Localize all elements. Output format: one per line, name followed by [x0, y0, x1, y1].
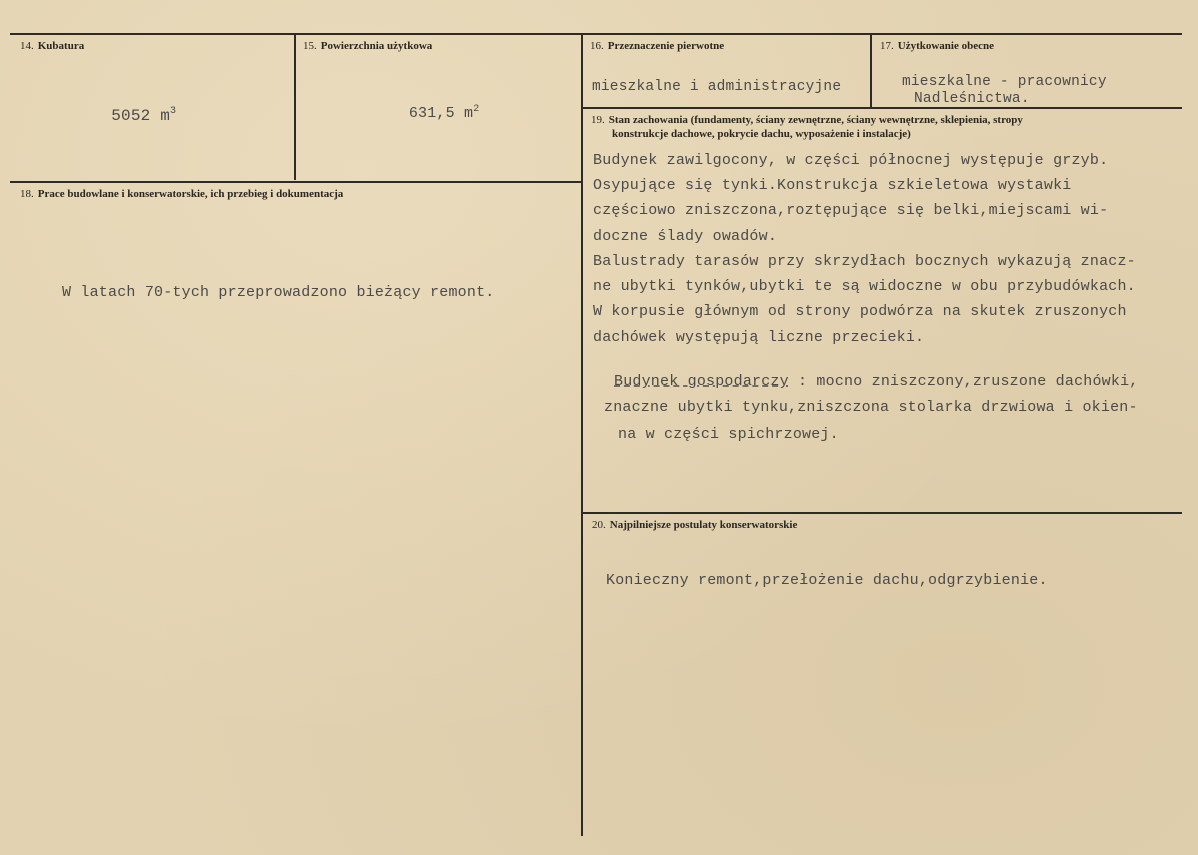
divider-left-18: [10, 181, 582, 183]
field-19-farm-line-1: Budynek gospodarczy : mocno zniszczony,zruszone dachówki,: [614, 373, 1139, 390]
divider-16-17: [870, 34, 872, 108]
field-18-label: 18. Prace budowlane i konserwatorskie, ich przebieg i dokumentacja: [20, 188, 344, 200]
field-17-label: 17. Użytkowanie obecne: [880, 40, 994, 52]
farm-building-title: Budynek gospodarczy: [614, 373, 789, 390]
field-16-label: 16. Przeznaczenie pierwotne: [590, 40, 725, 52]
divider-right-20: [582, 512, 1182, 514]
field-20-value: Konieczny remont,przełożenie dachu,odgrzybienie.: [606, 572, 1048, 589]
field-15-value: 631,5 $m^2$: [408, 103, 480, 122]
field-19-label: 19. Stan zachowania (fundamenty, ściany zewnętrzne, ściany wewnętrzne, sklepienia, stropy: [591, 114, 1023, 126]
field-19-line-5: Balustrady tarasów przy skrzydłach bocznych wykazują znacz-: [593, 253, 1136, 270]
field-19-line-6: ne ubytki tynków,ubytki te są widoczne w obu przybudówkach.: [593, 278, 1136, 295]
field-17-value-line1: mieszkalne - pracownicy: [902, 74, 1107, 90]
field-16-value: mieszkalne i administracyjne: [592, 79, 842, 95]
field-20-label: 20. Najpilniejsze postulaty konserwatorskie: [592, 519, 798, 531]
field-19-line-3: częściowo zniszczona,roztępujące się belki,miejscami wi-: [593, 202, 1109, 219]
top-border: [10, 33, 1182, 35]
field-15-label: 15. Powierzchnia użytkowa: [303, 40, 433, 52]
field-18-value: W latach 70-tych przeprowadzono bieżący remont.: [62, 284, 495, 301]
divider-14-15: [294, 34, 296, 180]
field-17-value-line2: Nadleśnictwa.: [914, 91, 1030, 107]
field-19-line-7: W korpusie głównym od strony podwórza na skutek zruszonych: [593, 303, 1127, 320]
field-19-label-cont: konstrukcje dachowe, pokrycie dachu, wyposażenie i instalacje): [612, 128, 911, 140]
center-divider: [581, 34, 583, 836]
field-14-value: 5052 $m^3$: [111, 105, 177, 125]
divider-right-19: [582, 107, 1182, 109]
field-19-line-1: Budynek zawilgocony, w części północnej występuje grzyb.: [593, 152, 1109, 169]
field-19-line-8: dachówek występują liczne przecieki.: [593, 329, 925, 346]
field-19-farm-line-3: na w części spichrzowej.: [618, 426, 839, 443]
field-19-farm-line-2: znaczne ubytki tynku,zniszczona stolarka drzwiowa i okien-: [604, 399, 1138, 416]
field-19-line-4: doczne ślady owadów.: [593, 228, 778, 245]
field-19-line-2: Osypujące się tynki.Konstrukcja szkieletowa wystawki: [593, 177, 1072, 194]
field-14-label: 14. Kubatura: [20, 40, 85, 52]
